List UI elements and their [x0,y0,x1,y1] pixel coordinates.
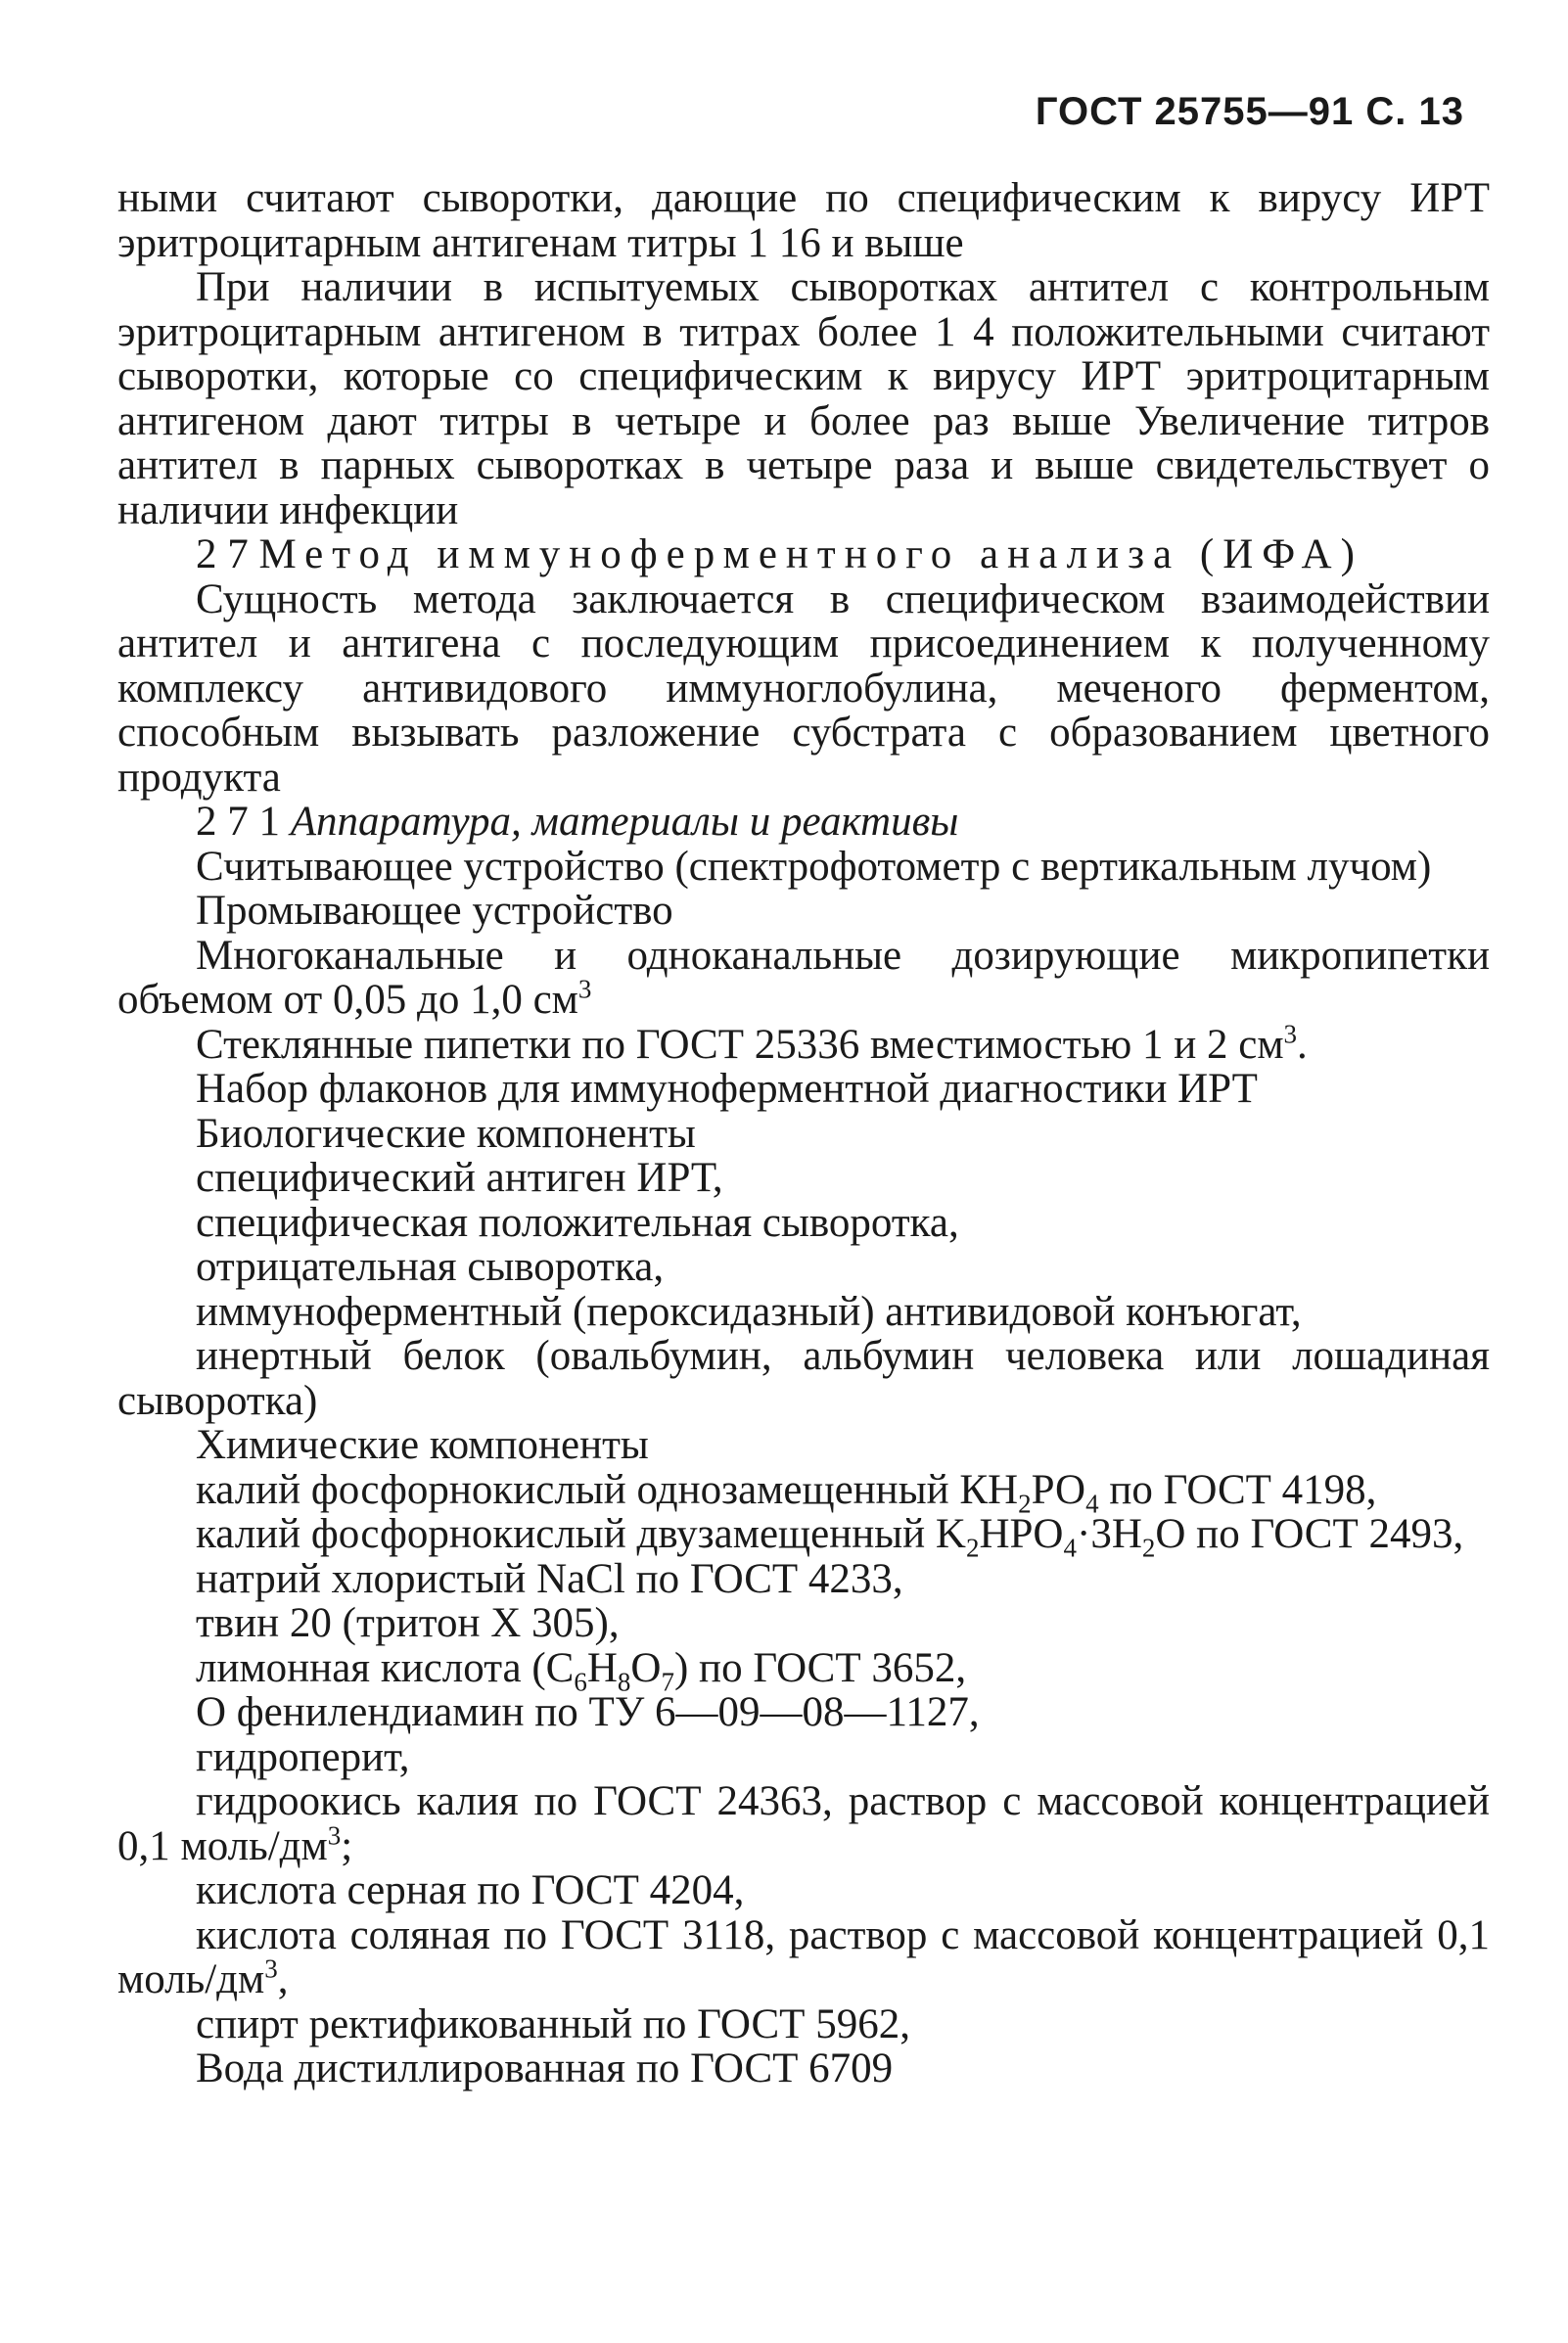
chemical-item-k2hpo4: калий фосфорнокислый двузамещенный $K_2HPO_4\cdot 3H_2O$ по ГОСТ 2493, [196,1511,1464,1563]
equipment-glass-pipettes: Стеклянные пипетки по ГОСТ 25336 вместимостью 1 и 2 $см^3$. [196,1019,1308,1068]
chemical-item-opd: О фенилендиамин по ТУ 6—09—08—1127, [196,1689,980,1735]
chemical-item-tween: твин 20 (тритон X 305), [196,1600,620,1646]
chemical-heading: Химические компоненты [196,1422,649,1468]
section-number: 2 7 [196,531,249,577]
equipment-vial-set: Набор флаконов для иммуноферментной диагностики ИРТ [196,1066,1258,1112]
section-heading [117,532,1490,577]
subsection-title: Аппаратура, материалы и реактивы [290,799,959,845]
chemical-item-ethanol: спирт ректификованный по ГОСТ 5962, [196,2000,910,2047]
subsection-number: 2 7 1 [196,799,280,845]
biological-item: специфическая положительная сыворотка, [196,1199,959,1246]
chemical-item-citric-acid: лимонная кислота $(C_6H_8O_7)$ по ГОСТ 3652, [196,1644,967,1697]
paragraph-method-essence: Сущность метода заключается в специфическом взаимодействии антител и антигена с последующим присоединением к полученному комплексу антивидового иммуноглобулина, меченого ферментом, способным вызывать разложение субстрата с образованием цветного продукта [117,575,1490,801]
chemical-item-hcl: кислота соляная по ГОСТ 3118, раствор с массовой концентрацией 0,1 моль/$дм^3$, [117,1911,1490,2002]
chemical-item-hydroperite: гидроперит, [196,1733,410,1780]
chemical-item-water: Вода дистиллированная по ГОСТ 6709 [196,2045,894,2091]
paragraph-positive-criteria: При наличии в испытуемых сыворотках антител с контрольным эритроцитарным антигеном в титрах более 1 4 положительными считают сыворотки, которые со специфическим к вирусу ИРТ эритроцитарным антигеном дают титры в четыре и более раз выше Увеличение титров антител в парных сыворотках в четыре раза и выше свидетельствует о наличии инфекции [117,264,1490,533]
running-header: ГОСТ 25755—91 С. 13 [1035,90,1464,133]
biological-item: инертный белок (овальбумин, альбумин человека или лошадиная сыворотка) [117,1333,1490,1424]
equipment-reader: Считывающее устройство (спектрофотометр с вертикальным лучом) [196,843,1432,890]
chemical-item-kh2po4: калий фосфорнокислый однозамещенный $КН_2РО_4$ по ГОСТ 4198, [196,1466,1377,1519]
biological-item: специфический антиген ИРТ, [196,1155,723,1201]
subsection-heading [117,800,1490,845]
document-body [117,176,1490,2091]
equipment-micropipettes: Многоканальные и одноканальные дозирующие микропипетки объемом от 0,05 до 1,0 $см^3$ [117,932,1490,1023]
paragraph-continuation: ными считают сыворотки, дающие по специфическим к вирусу ИРТ эритроцитарным антигенам титры 1 16 и выше [117,175,1490,266]
biological-item: отрицательная сыворотка, [196,1244,665,1290]
chemical-item-nacl: натрий хлористый NaCl по ГОСТ 4233, [196,1555,903,1602]
chemical-item-h2so4: кислота серная по ГОСТ 4204, [196,1867,745,1913]
equipment-washer: Промывающее устройство [196,888,673,934]
biological-heading: Биологические компоненты [196,1110,696,1157]
biological-item: иммуноферментный (пероксидазный) антивидовой конъюгат, [196,1288,1302,1335]
section-title: Метод иммуноферментного анализа (ИФА) [258,531,1363,577]
chemical-item-koh: гидроокись калия по ГОСТ 24363, раствор с массовой концентрацией 0,1 моль/$дм^3$; [117,1778,1490,1869]
